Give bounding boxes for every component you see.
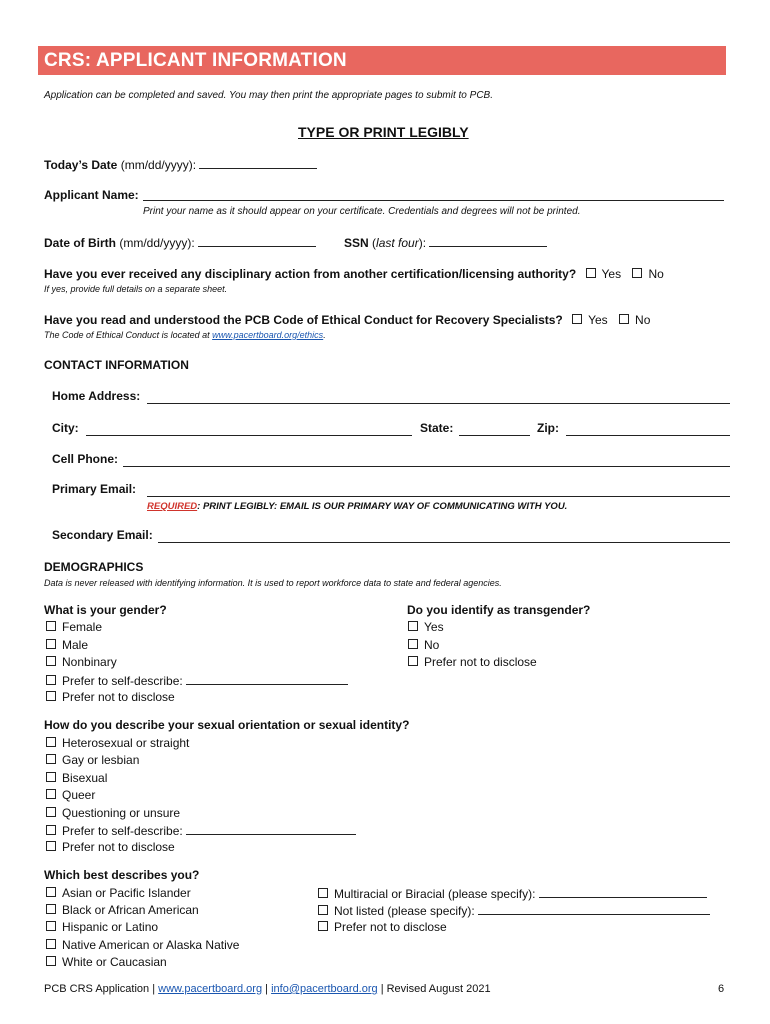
todays-date-label: Today’s Date <box>44 158 118 172</box>
orientation-option[interactable] <box>46 840 175 854</box>
orientation-question: How do you describe your sexual orientation or sexual identity? <box>44 718 410 732</box>
orientation-option[interactable] <box>46 736 189 750</box>
option-label: Not listed (please specify): <box>334 904 475 918</box>
checkbox-icon[interactable] <box>46 639 56 649</box>
checkbox-icon[interactable] <box>46 825 56 835</box>
multiracial-specify-field[interactable] <box>539 886 707 898</box>
city-label: City: <box>52 421 79 435</box>
not-listed-specify-field[interactable] <box>478 903 710 915</box>
zip-label: Zip: <box>537 421 559 435</box>
gender-question: What is your gender? <box>44 603 167 617</box>
checkbox-icon[interactable] <box>46 939 56 949</box>
checkbox-icon[interactable] <box>46 656 56 666</box>
footer-email-link[interactable]: info@pacertboard.org <box>271 983 378 995</box>
gender-option[interactable] <box>46 620 102 634</box>
option-label: Questioning or unsure <box>62 806 181 820</box>
ethics-note <box>44 330 326 340</box>
state-label: State: <box>420 421 454 435</box>
gender-option[interactable] <box>46 673 348 688</box>
transgender-option[interactable] <box>408 620 444 634</box>
applicant-name-note: Print your name as it should appear on your certificate. Credentials and degrees will not be printed. <box>143 206 581 217</box>
secondary-email-label: Secondary Email: <box>52 528 153 542</box>
option-label: Queer <box>62 788 96 802</box>
orientation-option[interactable] <box>46 771 107 785</box>
option-label: Gay or lesbian <box>62 753 140 767</box>
demographics-heading: DEMOGRAPHICS <box>44 560 144 574</box>
checkbox-icon[interactable] <box>46 675 56 685</box>
footer-separator: | <box>265 983 269 995</box>
ethics-yes-checkbox[interactable] <box>572 314 582 324</box>
disciplinary-note: If yes, provide full details on a separate sheet. <box>44 284 228 294</box>
race-option[interactable] <box>46 955 167 969</box>
state-field[interactable] <box>459 435 530 436</box>
checkbox-icon[interactable] <box>408 656 418 666</box>
option-label: Prefer not to disclose <box>334 920 447 934</box>
dob-hint: (mm/dd/yyyy): <box>119 236 195 250</box>
orientation-option[interactable] <box>46 806 180 820</box>
option-label: Prefer not to disclose <box>62 840 175 854</box>
todays-date-hint: (mm/dd/yyyy): <box>120 158 197 172</box>
gender-option[interactable] <box>46 638 88 652</box>
option-label: Prefer not to disclose <box>424 655 537 669</box>
checkbox-icon[interactable] <box>46 807 56 817</box>
checkbox-icon[interactable] <box>46 956 56 966</box>
checkbox-icon[interactable] <box>46 904 56 914</box>
contact-heading: CONTACT INFORMATION <box>44 358 189 372</box>
footer-prefix: PCB CRS Application | <box>44 983 156 995</box>
ssn-label: SSN <box>344 236 369 250</box>
option-label: Multiracial or Biracial (please specify): <box>334 887 536 901</box>
option-label: Asian or Pacific Islander <box>62 886 191 900</box>
required-word: REQUIRED <box>147 501 198 512</box>
page-number: 6 <box>718 983 725 995</box>
todays-date-field[interactable] <box>199 157 317 169</box>
option-label: No <box>424 638 440 652</box>
disciplinary-yes-checkbox[interactable] <box>586 268 596 278</box>
page-title: CRS: APPLICANT INFORMATION <box>44 50 347 71</box>
primary-email-label: Primary Email: <box>52 482 137 496</box>
option-label: Nonbinary <box>62 655 117 669</box>
gender-self-describe-field[interactable] <box>186 673 348 685</box>
option-label: Prefer to self-describe: <box>62 674 183 688</box>
todays-date-row <box>44 157 317 172</box>
ssn-close: ): <box>418 236 427 250</box>
race-question: Which best describes you? <box>44 868 200 882</box>
option-label: Prefer not to disclose <box>62 690 175 704</box>
gender-option[interactable] <box>46 690 175 704</box>
cell-phone-label: Cell Phone: <box>52 452 119 466</box>
dob-field[interactable] <box>198 235 316 247</box>
ethics-link[interactable]: www.pacertboard.org/ethics <box>212 330 324 340</box>
race-option[interactable] <box>318 920 447 934</box>
footer-suffix: | Revised August 2021 <box>380 983 491 995</box>
race-option[interactable] <box>318 903 710 918</box>
disciplinary-row <box>44 267 664 281</box>
ssn-row <box>344 235 547 250</box>
zip-field[interactable] <box>566 435 730 436</box>
option-label: White or Caucasian <box>62 955 167 969</box>
option-label: Black or African American <box>62 903 199 917</box>
footer-website-link[interactable]: www.pacertboard.org <box>158 983 263 995</box>
checkbox-icon[interactable] <box>46 772 56 782</box>
option-label: Prefer to self-describe: <box>62 824 183 838</box>
primary-email-field[interactable] <box>147 496 730 497</box>
secondary-email-field[interactable] <box>158 542 730 543</box>
transgender-option[interactable] <box>408 655 537 669</box>
ssn-open: ( <box>372 236 377 250</box>
cell-phone-field[interactable] <box>123 466 730 467</box>
ethics-yes-label: Yes <box>588 313 608 327</box>
checkbox-icon[interactable] <box>318 905 328 915</box>
ssn-field[interactable] <box>429 235 547 247</box>
demographics-note: Data is never released with identifying information. It is used to report workforce data to state and federal agencies. <box>44 578 502 588</box>
checkbox-icon[interactable] <box>46 737 56 747</box>
option-label: Yes <box>424 620 444 634</box>
ethics-question: Have you read and understood the PCB Code of Ethical Conduct for Recovery Specialists? <box>44 313 563 327</box>
disciplinary-question: Have you ever received any disciplinary action from another certification/licensing authority? <box>44 267 577 281</box>
race-option[interactable] <box>46 886 191 900</box>
race-option[interactable] <box>46 920 158 934</box>
dob-row <box>44 235 316 250</box>
city-field[interactable] <box>86 435 412 436</box>
race-option[interactable] <box>318 886 707 901</box>
transgender-question: Do you identify as transgender? <box>407 603 591 617</box>
option-label: Heterosexual or straight <box>62 736 190 750</box>
option-label: Bisexual <box>62 771 108 785</box>
ethics-note-suffix: . <box>323 330 326 340</box>
race-option[interactable] <box>46 938 239 952</box>
gender-option[interactable] <box>46 655 117 669</box>
race-option[interactable] <box>46 903 199 917</box>
ssn-hint: last four <box>376 236 419 250</box>
applicant-name-label: Applicant Name: <box>44 188 139 202</box>
disciplinary-yes-label: Yes <box>601 267 622 281</box>
orientation-option[interactable] <box>46 823 356 838</box>
disciplinary-no-checkbox[interactable] <box>632 268 642 278</box>
checkbox-icon[interactable] <box>46 789 56 799</box>
checkbox-icon[interactable] <box>318 888 328 898</box>
applicant-name-field[interactable] <box>143 200 724 201</box>
section-banner <box>38 46 726 75</box>
disciplinary-no-label: No <box>648 267 664 281</box>
checkbox-icon[interactable] <box>318 921 328 931</box>
required-text: : PRINT LEGIBLY: EMAIL IS OUR PRIMARY WAY OF COMMUNICATING WITH YOU. <box>197 501 568 512</box>
ethics-no-label: No <box>635 313 651 327</box>
footer <box>44 983 491 995</box>
ethics-row <box>44 313 650 327</box>
required-note <box>147 501 567 512</box>
form-title: TYPE OR PRINT LEGIBLY <box>298 124 469 140</box>
option-label: Male <box>62 638 89 652</box>
orientation-self-describe-field[interactable] <box>186 823 356 835</box>
checkbox-icon[interactable] <box>46 841 56 851</box>
dob-label: Date of Birth <box>44 236 116 250</box>
checkbox-icon[interactable] <box>46 621 56 631</box>
option-label: Hispanic or Latino <box>62 920 159 934</box>
checkbox-icon[interactable] <box>46 754 56 764</box>
checkbox-icon[interactable] <box>46 691 56 701</box>
ethics-no-checkbox[interactable] <box>619 314 629 324</box>
orientation-option[interactable] <box>46 788 95 802</box>
checkbox-icon[interactable] <box>46 887 56 897</box>
checkbox-icon[interactable] <box>408 639 418 649</box>
checkbox-icon[interactable] <box>46 921 56 931</box>
option-label: Female <box>62 620 103 634</box>
checkbox-icon[interactable] <box>408 621 418 631</box>
transgender-option[interactable] <box>408 638 439 652</box>
header-subtitle: Application can be completed and saved. You may then print the appropriate pages to submit to PCB. <box>44 90 493 101</box>
home-address-label: Home Address: <box>52 389 141 403</box>
option-label: Native American or Alaska Native <box>62 938 240 952</box>
orientation-option[interactable] <box>46 753 139 767</box>
home-address-field[interactable] <box>147 403 730 404</box>
ethics-note-prefix: The Code of Ethical Conduct is located at <box>44 330 210 340</box>
